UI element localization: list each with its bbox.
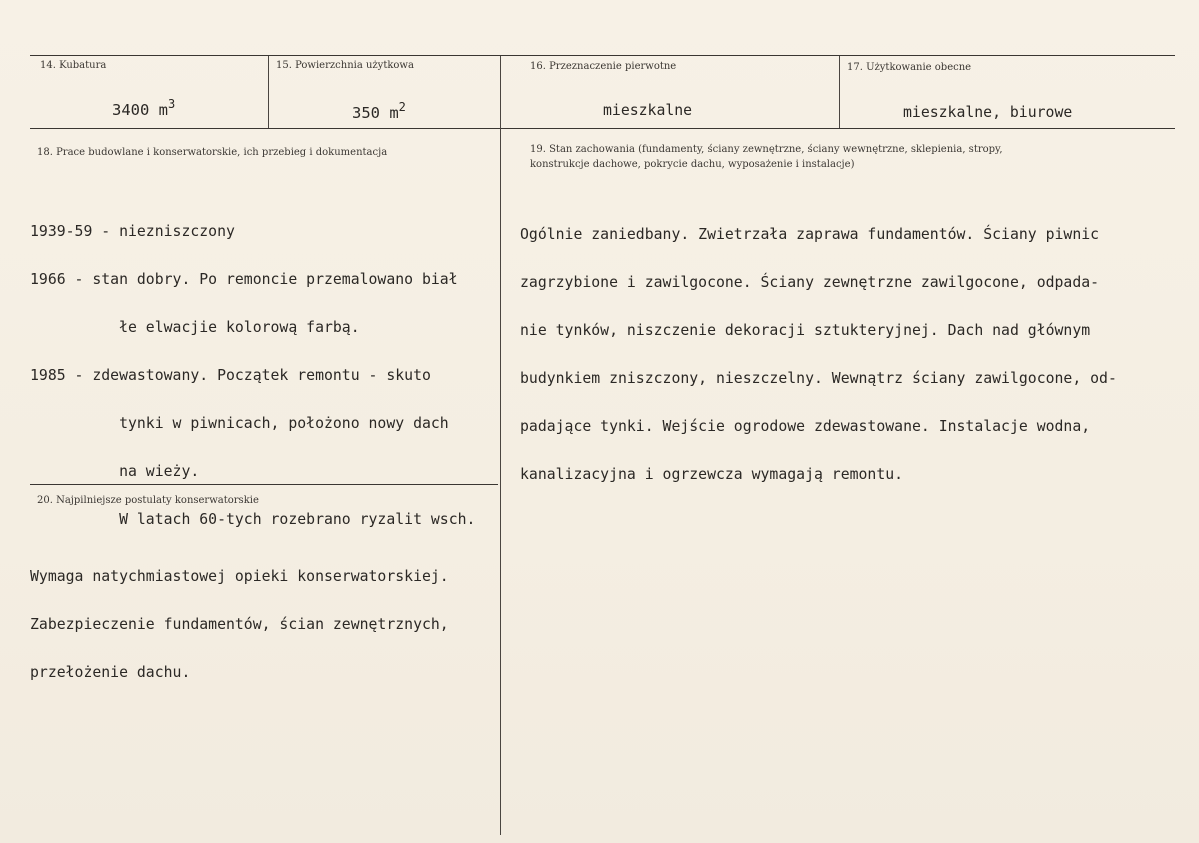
column-divider-main — [500, 56, 501, 835]
stan-text — [520, 195, 1117, 515]
stan-line: Ogólnie zaniedbany. Zwietrzała zaprawa fundamentów. Ściany piwnic — [520, 226, 1100, 243]
stan-line: budynkiem zniszczony, nieszczelny. Wewnątrz ściany zawilgocone, od- — [520, 370, 1117, 387]
prace-line: 1985 - zdewastowany. Początek remontu - skuto — [30, 367, 431, 384]
stan-label-line: 19. Stan zachowania (fundamenty, ściany zewnętrzne, ściany wewnętrzne, sklepienia, stropy, — [530, 144, 1003, 155]
uzytkowanie-label: 17. Użytkowanie obecne — [847, 62, 972, 73]
postulaty-line: przełożenie dachu. — [30, 664, 191, 681]
powierzchnia-label: 15. Powierzchnia użytkowa — [276, 60, 414, 71]
prace-line: tynki w piwnicach, położono nowy dach — [30, 415, 449, 432]
column-divider-14-15 — [268, 56, 269, 128]
prace-label: 18. Prace budowlane i konserwatorskie, ich przebieg i dokumentacja — [37, 147, 388, 158]
uzytkowanie-value: mieszkalne, biurowe — [903, 104, 1073, 121]
column-divider-16-17 — [839, 56, 840, 128]
prace-line: W latach 60-tych rozebrano ryzalit wsch. — [30, 511, 476, 528]
powierzchnia-unit-exponent: 2 — [398, 100, 406, 114]
prace-line: łe elwacjie kolorową farbą. — [30, 319, 360, 336]
stan-line: nie tynków, niszczenie dekoracji sztukteryjnej. Dach nad głównym — [520, 322, 1091, 339]
stan-label — [530, 143, 1003, 172]
kubatura-label: 14. Kubatura — [40, 60, 107, 71]
stan-line: zagrzybione i zawilgocone. Ściany zewnętrzne zawilgocone, odpada- — [520, 274, 1100, 291]
postulaty-text — [30, 537, 449, 713]
kubatura-value-text: 3400 m — [112, 101, 168, 119]
postulaty-line: Zabezpieczenie fundamentów, ścian zewnętrznych, — [30, 616, 449, 633]
prace-line: 1966 - stan dobry. Po remoncie przemalowano biał — [30, 271, 458, 288]
stan-line: padające tynki. Wejście ogrodowe zdewastowane. Instalacje wodna, — [520, 418, 1091, 435]
stan-line: kanalizacyjna i ogrzewcza wymagają remontu. — [520, 466, 904, 483]
powierzchnia-value — [352, 99, 406, 121]
postulaty-line: Wymaga natychmiastowej opieki konserwatorskiej. — [30, 568, 449, 585]
stan-label-line: konstrukcje dachowe, pokrycie dachu, wyposażenie i instalacje) — [530, 158, 855, 170]
kubatura-value — [112, 96, 175, 118]
row-divider-line — [30, 128, 1175, 129]
top-border-line — [30, 55, 1175, 56]
prace-line: 1939-59 - niezniszczony — [30, 223, 235, 240]
kubatura-unit-exponent: 3 — [168, 97, 176, 111]
przeznaczenie-label: 16. Przeznaczenie pierwotne — [530, 61, 677, 72]
postulaty-label: 20. Najpilniejsze postulaty konserwatorskie — [37, 495, 259, 506]
przeznaczenie-value: mieszkalne — [603, 102, 693, 119]
powierzchnia-value-text: 350 m — [352, 104, 399, 122]
prace-line: na wieży. — [30, 463, 200, 480]
